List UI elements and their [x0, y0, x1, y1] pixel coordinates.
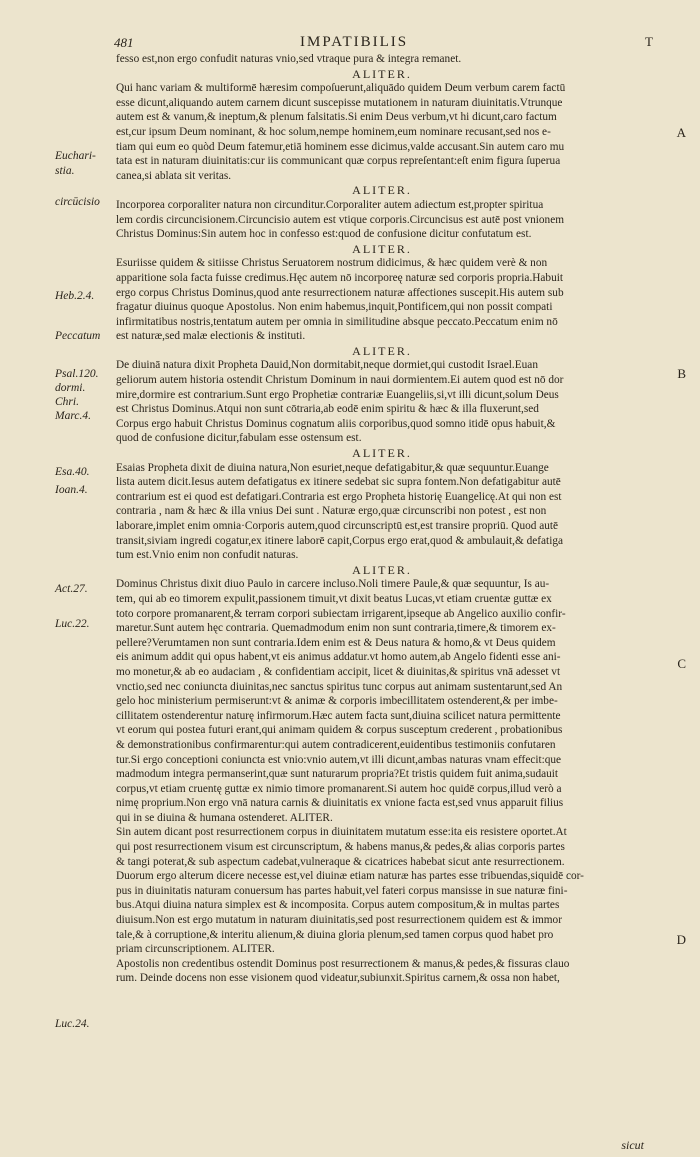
text-line: priam circunscriptionem. ALITER.: [116, 943, 275, 956]
margin-note-ioan: Ioan.4.: [55, 484, 88, 496]
margin-note-circumcisio: circūcisio: [55, 196, 100, 208]
section-letter-a: A: [676, 125, 686, 140]
margin-note-peccatum: Peccatum: [55, 330, 101, 342]
text-line: pellere?Verumtamen non sunt contraria.Idem enim est & Deus natura & homo,& vt Deus quidem: [116, 636, 556, 649]
text-line: nimę proprium.Non ergo vnā natura carnis & diuinitatis ex vnione facta est,sed vnus apparuit filius: [116, 797, 564, 810]
text-line: cillitatem ostenderentur naturę infirmorum.Hæc autem facta sunt,diuina scilicet natura permittente: [116, 709, 561, 722]
text-line: pus in diuinitatis naturam conuersum has partes habuit,vel fateri corpus mansisse in sue naturæ fini-: [116, 884, 568, 897]
margin-note-euchari: Euchari-: [55, 150, 96, 162]
text-line: & demonstrationibus confirmarentur:qui autem contradicerent,euidentibus testimoniis confutaren: [116, 738, 556, 751]
text-line: Christus Dominus:Sin autem hoc in confesso est:quod de confusione dicitur confutatum est.: [116, 228, 532, 241]
text-line: laborare,implet enim omnia·Corporis autem,quod circunscriptū est,est transire propriū. Quod autē: [116, 520, 559, 532]
text-line: madmodum integra permanserint,quæ sunt naturarum propria?Et tristis quidem fuit anima,sudauit: [116, 768, 559, 781]
text-line: gelo hoc ministerium permiserunt:vt & animæ & corporis imbecillitatem ostenderent,& per imbe-: [116, 695, 558, 708]
text-line: infirmitatibus nostris,tentatum autem per omnia in similitudine absque peccato.Peccatum enim nō: [116, 315, 558, 328]
text-line: lem cordis circuncisionem.Circuncisio autem est vtique corporis.Circuncisus est autē post vnionem: [116, 213, 565, 226]
page-header: [0, 34, 700, 54]
text-line: Esaias Propheta dixit de diuina natura,Non esuriet,neque defatigabitur,& quæ sequuntur.Euange: [116, 461, 549, 474]
text-line: est Christus Dominus.Atqui non sunt cōtraria,ab eodē enim spiritu & hæc & illa fluxerunt,sed: [116, 403, 539, 416]
text-line: Apostolis non credentibus ostendit Dominus post resurrectionem & manus,& pedes,& fissuras clauo: [116, 957, 570, 970]
text-line: canea,si ablata sit veritas.: [116, 169, 232, 182]
text-line: fesso est,non ergo confudit naturas vnio,sed vtraque pura & integra remanet.: [116, 53, 462, 65]
text-line: Duorum ergo alterum dicere necesse est,vel diuinæ etiam naturæ has partes esse tribuendas,siquidē cor-: [116, 870, 584, 883]
text-line: qui post resurrectionem visum est circunscriptum, & habens manus,& pedes,& alias corporis partes: [116, 841, 565, 854]
margin-note-luc24: Luc.24.: [55, 1018, 90, 1030]
text-line: Qui hanc variam & multiformē hæresim compoſuerunt,aliquādo quidem Deum verbum carem factū: [116, 82, 566, 95]
text-line: vnctio,sed nec coniuncta diuinitas,nec sanctus spiritus tunc corpus aut animam sustentarunt,sed An: [116, 680, 563, 693]
section-heading: ALITER.: [352, 343, 412, 358]
margin-note-marc: Marc.4.: [55, 410, 91, 422]
text-line: toto corpore promanarent,& terram corpori subiectam irrigarent,ipseque ab Angelico auxilio confir-: [116, 607, 566, 620]
section-heading: ALITER.: [352, 562, 412, 577]
text-line: geliorum autem historia ostendit Christum Dominum in naui dormientem.Ei autem quod est nō dor: [116, 374, 564, 387]
text-line: Dominus Christus dixit diuo Paulo in carcere incluso.Noli timere Paule,& quæ sequuntur, Is au-: [116, 578, 550, 591]
text-line: tiam qui eum eo quòd Deum fatemur,etiā hominem esse dicimus,valde accusant.Sin autem caro mu: [116, 140, 565, 153]
margin-note-stia: stia.: [55, 165, 75, 177]
text-line: tem, qui ab eo timorem expulit,passionem timuit,vt dixit beatus Lucas,vt etiam cruentæ guttæ ex: [116, 592, 552, 605]
running-title: IMPATIBILIS: [300, 34, 409, 50]
text-line: maretur.Sunt autem hęc contraria. Quemadmodum enim non sunt contraria,timere,& timorem ex-: [116, 622, 556, 635]
text-line: tale,& à corruptione,& interitu alienum,& diuina gloria plenum,sed tamen corpus quod habet pro: [116, 928, 554, 941]
section-letter-c: C: [677, 656, 686, 671]
text-line: Sin autem dicant post resurrectionem corpus in diuinitatem mutatum esse:ita eis resistere oportet.At: [116, 826, 567, 839]
margin-note-dormi: dormi.: [55, 382, 86, 394]
text-line: mire,dormire est contrarium.Sunt ergo Prophetiæ contrariæ Euangeliis,si,vt illi dicunt,solum Deus: [116, 388, 559, 401]
text-line: diuisum.Non est ergo mutatum in naturam diuinitatis,sed post resurrectionem quidem est & immor: [116, 914, 562, 927]
text-line: contrarium est ei quod est defatigari.Contraria est ergo Propheta historię Euangelicę.At qui non est: [116, 490, 562, 503]
section-heading: ALITER.: [352, 241, 412, 256]
text-line: lista autem dicit.Iesus autem defatigatus ex itinere sedebat sic supra fontem.Non defatigabitur autē: [116, 476, 561, 489]
text-line: est,cur ipsum Deum nominant, & hoc solum,nempe hominem,eum nominare recusant,sed nos e-: [116, 125, 551, 138]
text-line: est naturæ,sed malæ electionis & instituti.: [116, 330, 306, 343]
margin-note-heb: Heb.2.4.: [55, 290, 95, 302]
text-line: esse dicunt,aliquando autem carnem dicunt suscepisse mutationem in naturam diuinitatis.Vtrunque: [116, 96, 563, 109]
margin-note-act: Act.27.: [55, 583, 88, 595]
section-heading: ALITER.: [352, 66, 412, 81]
text-line: tum est.Vnio enim non confudit naturas.: [116, 549, 299, 562]
text-line: & tangi poterat,& sub aspectum cadebat,vulneraque & cicatrices habebat sicut ante resurrectionem.: [116, 855, 565, 868]
text-line: mo monetur,& ab eo audaciam , & confidentiam accipit, licet & diuinitas,& spiritus vnā adesset vt: [116, 665, 561, 678]
catchword: sicut: [621, 1138, 644, 1152]
text-line: contraria , nam & hæc & illa vnius Dei sunt . Naturæ ergo,quæ circunscribi non potest , est non: [116, 505, 547, 518]
section-letter-b: B: [677, 366, 686, 381]
text-line: De diuinā natura dixit Propheta Dauid,Non dormitabit,neque dormiet,qui custodit Israel.Euan: [116, 359, 538, 372]
text-line: quod de confusione dicitur,fabulam esse ostensum est.: [116, 432, 362, 445]
text-line: autem est & vanum,& ineptum,& plenum falsitatis.Si enim Deus verbum,vt hi dicunt,caro factum: [116, 111, 557, 124]
page-number: 481: [114, 35, 134, 50]
main-text-column: [116, 52, 648, 986]
section-heading: ALITER.: [352, 446, 412, 461]
section-letter-d: D: [676, 932, 686, 947]
text-line: corpus,vt etiam cruentę guttæ ex nimio timore promanarent.Si autem hoc quidē corpus,illud verò a: [116, 782, 562, 795]
text-line: eis animum addit qui opus habent,vt eis animus addatur.vt homo autem,ab Angelo fidenti esse ani-: [116, 651, 561, 664]
text-line: bus.Atqui diuina natura simplex est & incomposita. Corpus autem compositum,& in multas partes: [116, 899, 560, 912]
text-line: vt eorum qui postea futuri erant,qui animam quidem & corpus susceptum crederent , probationibus: [116, 724, 563, 737]
text-line: rum. Deinde docens non esse visionem quod videatur,subiunxit.Spiritus carnem,& ossa non habet,: [116, 972, 560, 985]
text-line: ergo corpus Christus Dominus,quod ante resurrectionem naturæ affectiones suscepit.His autem sub: [116, 286, 564, 299]
margin-note-esa: Esa.40.: [55, 466, 90, 478]
text-line: Incorporea corporaliter natura non circunditur.Corporaliter autem adiectum est,propter spiritua: [116, 198, 544, 211]
margin-note-chri: Chri.: [55, 396, 79, 408]
section-heading: ALITER.: [352, 183, 412, 198]
text-line: qui in se diuina & humana ostenderet. ALITER.: [116, 811, 333, 824]
text-line: apparitione sola facta fuisse credimus.Hęc autem nō incorporeę naturæ sed corporis propria.Habuit: [116, 271, 564, 284]
margin-note-psal: Psal.120.: [55, 368, 99, 380]
text-line: tata est in naturam diuinitatis:cur iis communicant quæ corpus repreſentant:eſt enim figura ſuperua: [116, 155, 561, 168]
text-line: Esuriisse quidem & sitiisse Christus Seruatorem nostrum didicimus, & hæc quidem verè & non: [116, 257, 548, 270]
text-line: transit,siviam ingredi cogatur,ex itinere laborē capit,Corpus ergo erat,quod & ambulauit,& defatiga: [116, 534, 563, 547]
text-line: Corpus ergo habuit Christus Dominus cognatum aliis corporibus,quod somno itidē opus habuit,&: [116, 417, 556, 430]
text-line: fragatur diuinus quoque Apostolus. Non enim habemus,inquit,Pontificem,qui non possit compati: [116, 301, 553, 314]
margin-note-luc22: Luc.22.: [55, 618, 90, 630]
signature-mark: T: [645, 34, 653, 49]
text-line: tur.Si ergo conceptioni coniuncta est vnio:vnio autem,vt illi dicunt,ambas naturas vnam effecit:que: [116, 753, 562, 766]
